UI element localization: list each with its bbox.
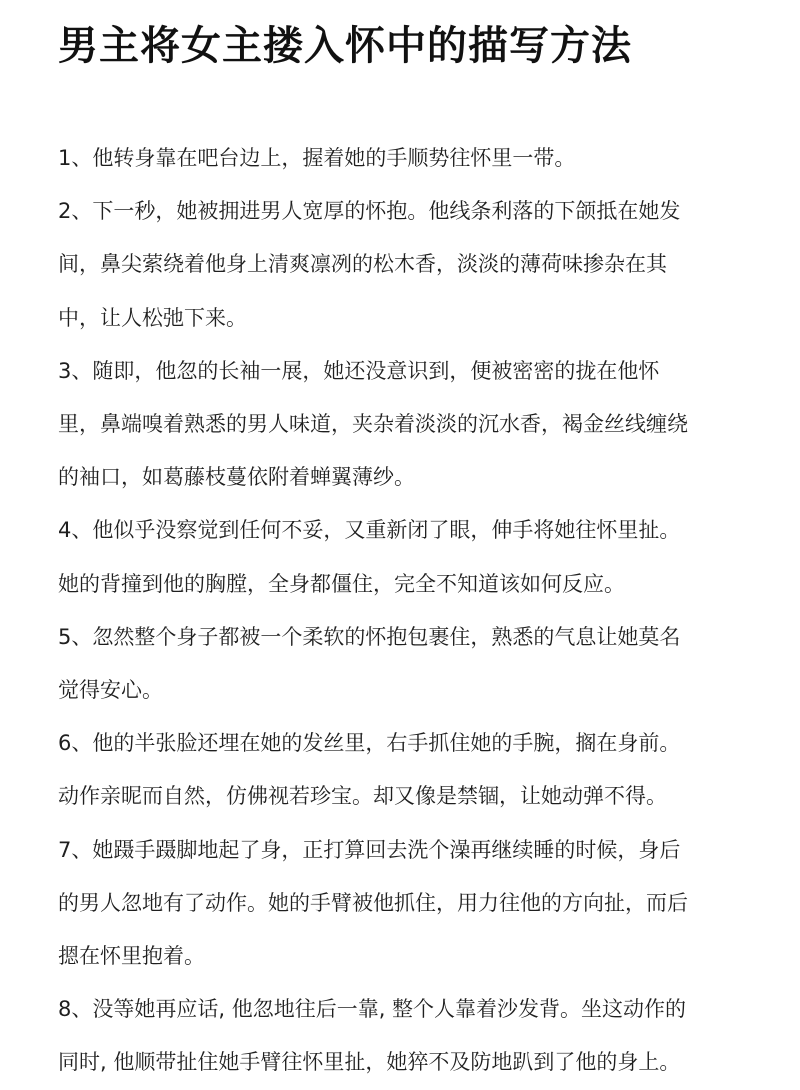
- paragraph-4-line-1: 4、他似乎没察觉到任何不妥，又重新闭了眼，伸手将她往怀里扯。: [58, 518, 681, 543]
- paragraph-3-line-2: 里，鼻端嗅着熟悉的男人味道，夹杂着淡淡的沉水香，褐金丝线缠绕: [58, 412, 688, 437]
- article-title: 男主将女主搂入怀中的描写方法: [58, 23, 632, 69]
- paragraph-7-line-3: 摁在怀里抱着。: [58, 944, 205, 969]
- paragraph-1-line-1: 1、他转身靠在吧台边上，握着她的手顺势往怀里一带。: [58, 146, 576, 170]
- paragraph-2-line-1: 2、下一秒，她被拥进男人宽厚的怀抱。他线条利落的下颌抵在她发: [58, 199, 681, 224]
- paragraph-6-line-2: 动作亲昵而自然，仿佛视若珍宝。却又像是禁锢，让她动弹不得。: [58, 784, 667, 809]
- paragraph-4-line-2: 她的背撞到他的胸膛，全身都僵住，完全不知道该如何反应。: [58, 571, 625, 596]
- paragraph-5-line-1: 5、忽然整个身子都被一个柔软的怀抱包裹住，熟悉的气息让她莫名: [58, 624, 681, 649]
- paragraph-2-line-3: 中，让人松弛下来。: [58, 305, 247, 330]
- paragraph-3-line-3: 的袖口，如葛藤枝蔓依附着蝉翼薄纱。: [58, 465, 415, 490]
- paragraph-8-line-2: 同时, 他顺带扯住她手臂往怀里扯，她猝不及防地趴到了他的身上。: [58, 1050, 681, 1075]
- paragraph-list: [58, 132, 760, 1090]
- paragraph-8-line-1: 8、没等她再应话, 他忽地往后一靠, 整个人靠着沙发背。坐这动作的: [58, 997, 687, 1022]
- paragraph-7-line-2: 的男人忽地有了动作。她的手臂被他抓住，用力往他的方向扯，而后: [58, 890, 688, 915]
- paragraph-7-line-1: 7、她蹑手蹑脚地起了身，正打算回去洗个澡再继续睡的时候，身后: [58, 837, 681, 862]
- paragraph-6-line-1: 6、他的半张脸还埋在她的发丝里，右手抓住她的手腕，搁在身前。: [58, 731, 681, 756]
- paragraph-2-line-2: 间，鼻尖萦绕着他身上清爽凛冽的松木香，淡淡的薄荷味掺杂在其: [58, 252, 667, 277]
- paragraph-3-line-1: 3、随即，他忽的长袖一展，她还没意识到，便被密密的拢在他怀: [58, 358, 660, 383]
- paragraph-5-line-2: 觉得安心。: [58, 678, 163, 703]
